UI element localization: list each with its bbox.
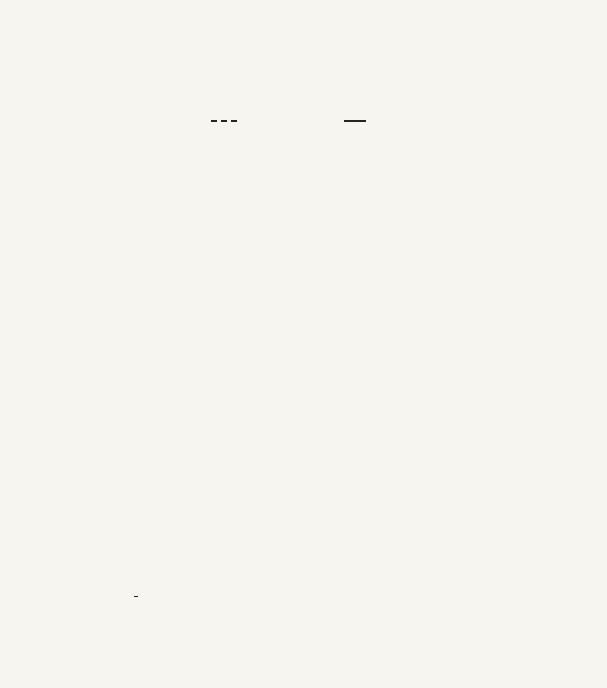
figure-caption bbox=[26, 577, 586, 599]
fraction-denominator bbox=[134, 597, 138, 598]
caption-line-2 bbox=[131, 577, 586, 599]
fraction bbox=[134, 595, 138, 598]
